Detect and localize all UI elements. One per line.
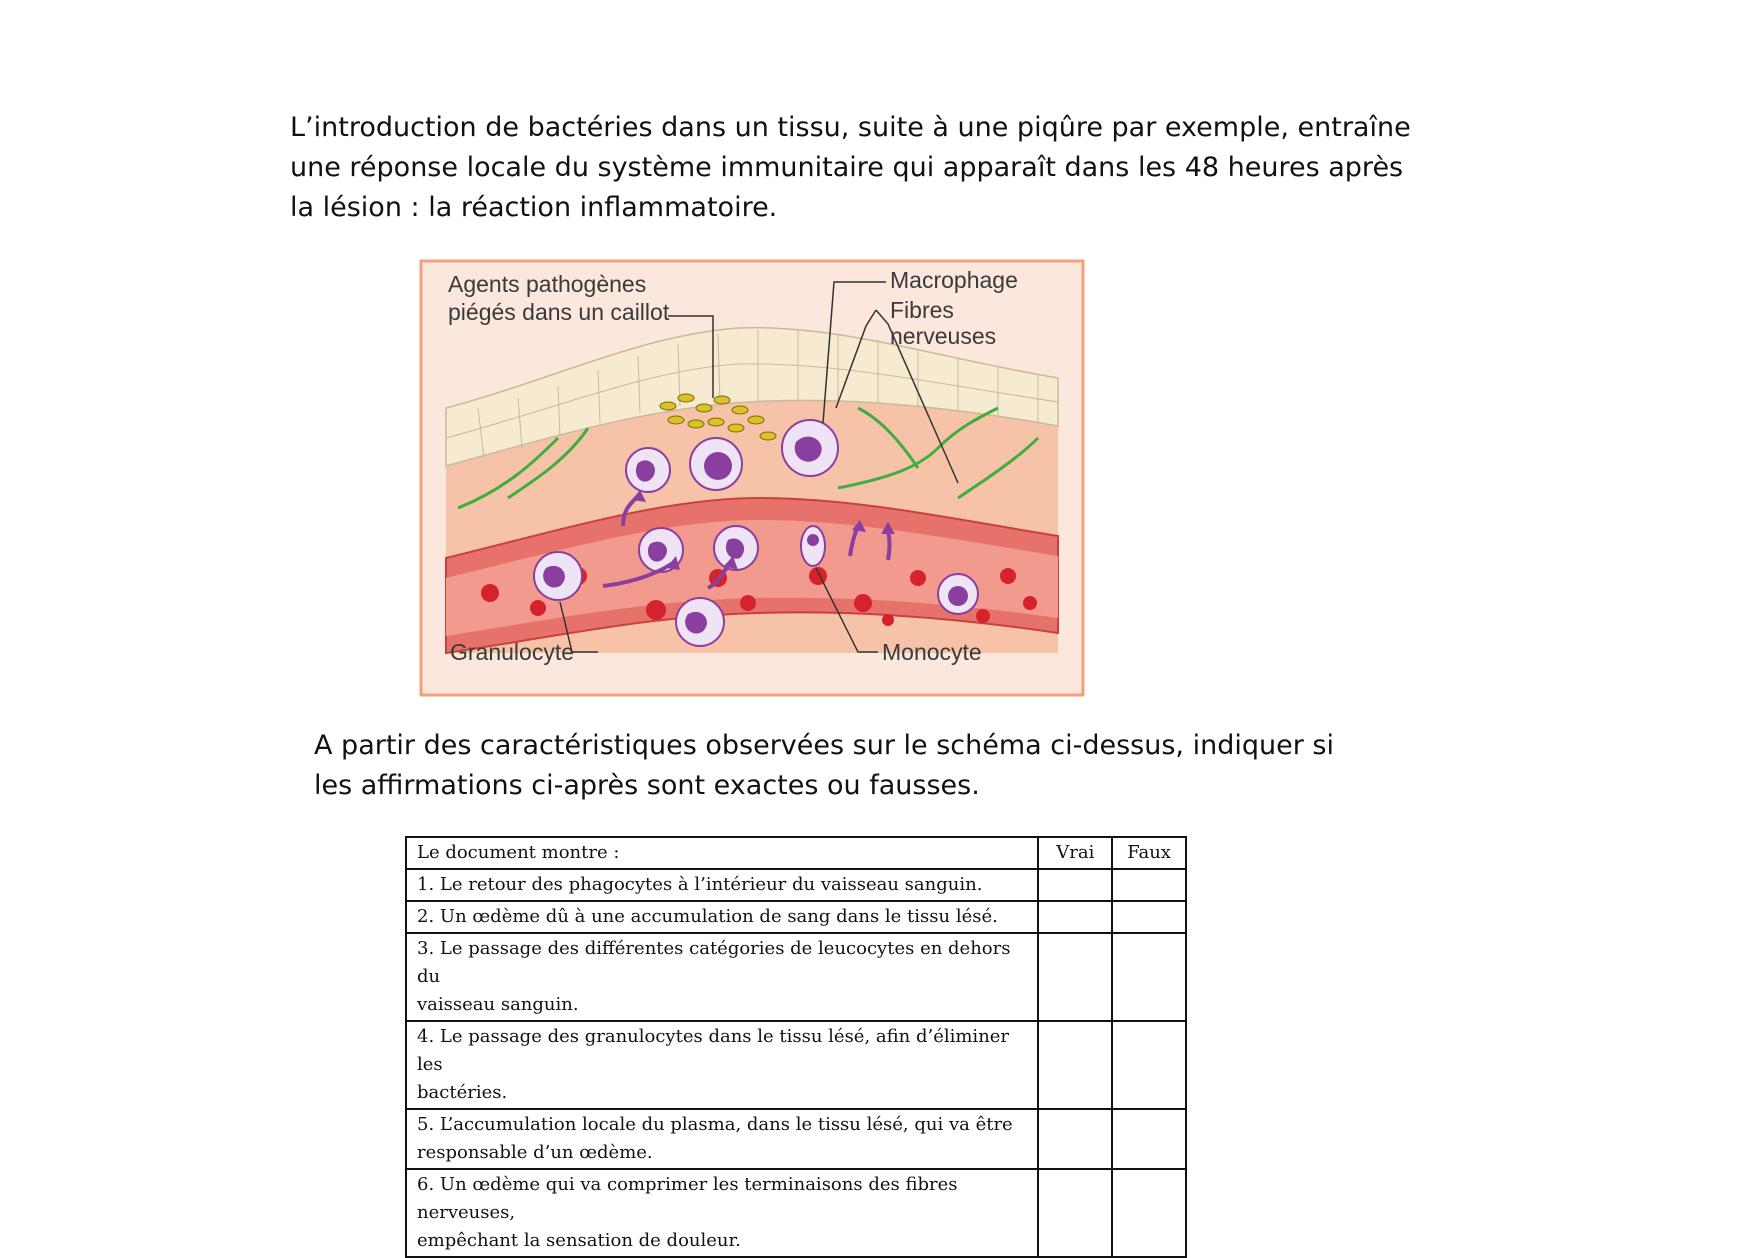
header-false: Faux [1112,837,1186,869]
table-row [406,1169,1186,1257]
statement-text: 2. Un œdème dû à une accumulation de sang dans le tissu lésé. [417,906,998,927]
intro-paragraph [290,108,1420,228]
statement-cell [406,1021,1038,1109]
monocyte-label: Monocyte [882,639,982,665]
statement-text: 1. Le retour des phagocytes à l’intérieur du vaisseau sanguin. [417,874,983,895]
table-header-row [406,837,1186,869]
fibres-label: Fibres [890,297,954,323]
macrophage-label: Macrophage [890,267,1018,293]
question-paragraph [314,726,1414,806]
false-answer-cell[interactable] [1112,901,1186,933]
intro-line: la lésion : la réaction inflammatoire. [290,192,778,223]
statement-text: vaisseau sanguin. [417,994,579,1015]
question-line: A partir des caractéristiques observées sur le schéma ci-dessus, indiquer si [314,730,1334,761]
statement-text: empêchant la sensation de douleur. [417,1230,741,1251]
table-row [406,869,1186,901]
true-answer-cell[interactable] [1038,1169,1112,1257]
statement-text: 4. Le passage des granulocytes dans le tissu lésé, afin d’éliminer les [417,1026,1010,1075]
false-answer-cell[interactable] [1112,1109,1186,1169]
statement-text: 3. Le passage des différentes catégories de leucocytes en dehors du [417,938,1011,987]
true-answer-cell[interactable] [1038,901,1112,933]
statement-cell [406,1169,1038,1257]
header-statement: Le document montre : [406,837,1038,869]
statement-text: 6. Un œdème qui va comprimer les terminaisons des fibres nerveuses, [417,1174,958,1223]
true-answer-cell[interactable] [1038,869,1112,901]
table-row [406,933,1186,1021]
false-answer-cell[interactable] [1112,869,1186,901]
statement-text: 5. L’accumulation locale du plasma, dans le tissu lésé, qui va être [417,1114,1013,1135]
fibres-label: nerveuses [890,323,997,349]
true-answer-cell[interactable] [1038,1021,1112,1109]
intro-line: L’introduction de bactéries dans un tissu, suite à une piqûre par exemple, entraîne [290,112,1411,143]
statement-cell [406,869,1038,901]
true-answer-cell[interactable] [1038,933,1112,1021]
table-row [406,1109,1186,1169]
question-line: les affirmations ci-après sont exactes ou fausses. [314,770,980,801]
true-false-table [405,836,1187,1258]
pathogens-label: Agents pathogènes [448,271,647,297]
intro-line: une réponse locale du système immunitaire qui apparaît dans les 48 heures après [290,152,1404,183]
table-row [406,1021,1186,1109]
statement-text: responsable d’un œdème. [417,1142,653,1163]
statement-text: bactéries. [417,1082,508,1103]
table-row [406,901,1186,933]
false-answer-cell[interactable] [1112,933,1186,1021]
statement-cell [406,901,1038,933]
header-true: Vrai [1038,837,1112,869]
inflammation-diagram [418,258,1086,698]
statement-cell [406,933,1038,1021]
statement-cell [406,1109,1038,1169]
true-answer-cell[interactable] [1038,1109,1112,1169]
pathogens-label: piégés dans un caillot [448,299,670,325]
inflammation-illustration [418,258,1086,698]
false-answer-cell[interactable] [1112,1169,1186,1257]
false-answer-cell[interactable] [1112,1021,1186,1109]
granulocyte-label: Granulocyte [450,639,575,665]
